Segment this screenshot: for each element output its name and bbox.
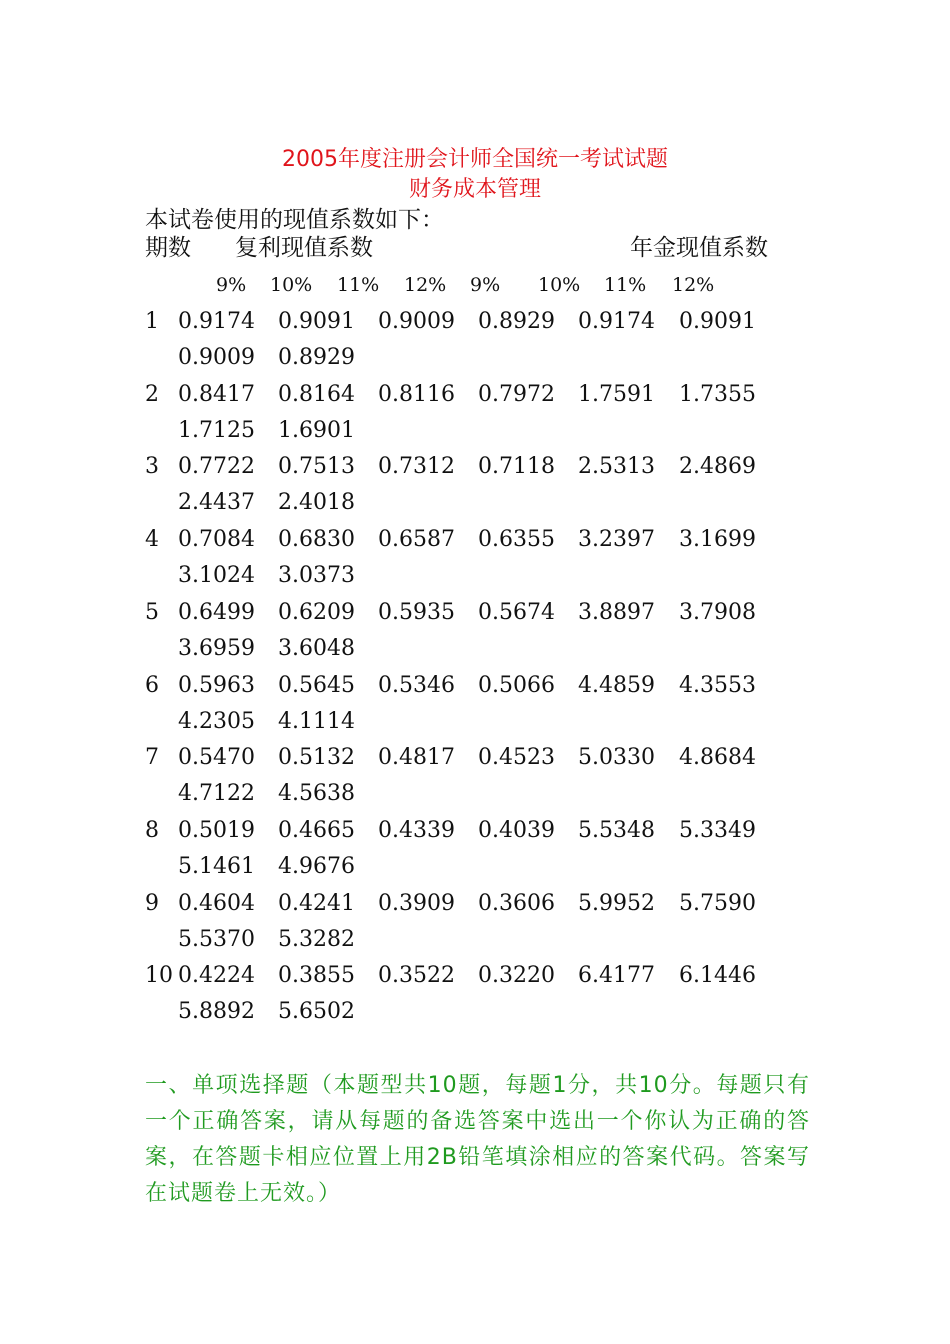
coefficient-value: 1.7591 bbox=[578, 381, 655, 407]
coefficient-value: 0.9091 bbox=[278, 309, 355, 334]
document-title: 2005年度注册会计师全国统一考试试题 bbox=[282, 147, 668, 172]
coefficient-value: 2.4869 bbox=[679, 454, 756, 480]
document-subtitle: 财务成本管理 bbox=[408, 177, 541, 202]
coefficient-value: 2.4018 bbox=[278, 490, 355, 516]
section-heading: 一、单项选择题（本题型共10题，每题1分，共10分。每题只有一个正确答案，请从每题的备选答案中选出一个你认为正确的答案，在答题卡相应位置上用2B铅笔填涂相应的答案代码。答案写在试题卷上无效。） bbox=[145, 1073, 810, 1206]
header-period: 期数 bbox=[145, 235, 191, 261]
coefficient-value: 0.3909 bbox=[378, 890, 455, 916]
coefficient-value: 4.3553 bbox=[679, 672, 756, 698]
coefficient-value: 0.9009 bbox=[178, 345, 255, 370]
coefficient-value: 0.5019 bbox=[178, 817, 255, 843]
period-number: 1 bbox=[145, 309, 159, 334]
coefficient-value: 0.5066 bbox=[478, 672, 555, 698]
coefficient-value: 0.4665 bbox=[278, 817, 355, 843]
coefficient-value: 0.9174 bbox=[578, 309, 655, 334]
rate-label: 12% bbox=[672, 274, 715, 296]
coefficient-value: 4.9676 bbox=[278, 853, 355, 879]
coefficient-value: 3.0373 bbox=[278, 563, 355, 589]
period-number: 6 bbox=[145, 672, 159, 698]
coefficient-value: 0.7084 bbox=[178, 527, 255, 553]
coefficient-value: 5.5348 bbox=[578, 817, 655, 843]
coefficient-value: 0.3855 bbox=[278, 963, 355, 989]
coefficient-value: 0.5674 bbox=[478, 599, 555, 625]
coefficient-value: 0.8116 bbox=[378, 381, 455, 407]
intro-text: 本试卷使用的现值系数如下： bbox=[145, 207, 444, 233]
coefficient-value: 0.8417 bbox=[178, 381, 255, 407]
coefficient-value: 5.7590 bbox=[679, 890, 756, 916]
coefficient-value: 0.8164 bbox=[278, 381, 355, 407]
coefficient-value: 6.4177 bbox=[578, 963, 655, 989]
coefficient-value: 3.7908 bbox=[679, 599, 756, 625]
coefficient-value: 5.9952 bbox=[578, 890, 655, 916]
coefficient-value: 2.4437 bbox=[178, 490, 255, 516]
coefficient-value: 0.3522 bbox=[378, 963, 455, 989]
rate-label: 9% bbox=[470, 274, 501, 296]
coefficient-value: 0.8929 bbox=[278, 345, 355, 370]
coefficient-value: 0.7312 bbox=[378, 454, 455, 480]
coefficient-value: 0.5132 bbox=[278, 745, 355, 771]
coefficient-value: 0.4039 bbox=[478, 817, 555, 843]
coefficient-value: 0.7118 bbox=[478, 454, 555, 480]
coefficient-value: 0.4817 bbox=[378, 745, 455, 771]
coefficient-value: 3.6048 bbox=[278, 635, 355, 661]
coefficient-value: 0.9174 bbox=[178, 309, 255, 334]
rate-label: 12% bbox=[404, 274, 447, 296]
rate-label: 9% bbox=[216, 274, 247, 296]
coefficient-value: 0.6830 bbox=[278, 527, 355, 553]
coefficient-value: 0.6587 bbox=[378, 527, 455, 553]
coefficient-value: 3.1024 bbox=[178, 563, 255, 589]
coefficient-value: 0.4523 bbox=[478, 745, 555, 771]
coefficient-value: 0.5963 bbox=[178, 672, 255, 698]
coefficient-value: 4.8684 bbox=[679, 745, 756, 771]
rate-label: 10% bbox=[538, 274, 581, 296]
rate-label: 11% bbox=[604, 274, 647, 296]
period-number: 2 bbox=[145, 381, 159, 407]
coefficient-value: 0.4241 bbox=[278, 890, 355, 916]
rate-label: 11% bbox=[337, 274, 380, 296]
coefficient-value: 0.6499 bbox=[178, 599, 255, 625]
period-number: 5 bbox=[145, 599, 159, 625]
coefficient-value: 4.1114 bbox=[278, 708, 355, 734]
coefficient-value: 0.4224 bbox=[178, 963, 255, 989]
coefficient-value: 0.9009 bbox=[378, 309, 455, 334]
period-number: 3 bbox=[145, 454, 159, 480]
coefficient-value: 0.7513 bbox=[278, 454, 355, 480]
coefficient-value: 5.8892 bbox=[178, 999, 255, 1025]
coefficient-value: 0.8929 bbox=[478, 309, 555, 334]
coefficient-value: 3.2397 bbox=[578, 527, 655, 553]
coefficient-value: 0.5935 bbox=[378, 599, 455, 625]
coefficient-value: 0.3606 bbox=[478, 890, 555, 916]
period-number: 4 bbox=[145, 527, 159, 553]
coefficient-value: 5.3349 bbox=[679, 817, 756, 843]
coefficient-value: 0.4604 bbox=[178, 890, 255, 916]
coefficient-value: 3.8897 bbox=[578, 599, 655, 625]
coefficient-value: 5.0330 bbox=[578, 745, 655, 771]
coefficient-value: 6.1446 bbox=[679, 963, 756, 989]
coefficient-value: 5.3282 bbox=[278, 926, 355, 952]
coefficient-value: 4.4859 bbox=[578, 672, 655, 698]
coefficient-value: 5.5370 bbox=[178, 926, 255, 952]
period-number: 10 bbox=[145, 963, 173, 989]
coefficient-value: 0.5346 bbox=[378, 672, 455, 698]
coefficient-value: 4.5638 bbox=[278, 781, 355, 807]
coefficient-value: 0.7972 bbox=[478, 381, 555, 407]
header-compound-pv: 复利现值系数 bbox=[235, 235, 373, 261]
coefficient-value: 5.1461 bbox=[178, 853, 255, 879]
coefficient-value: 3.6959 bbox=[178, 635, 255, 661]
coefficient-value: 1.7355 bbox=[679, 381, 756, 407]
coefficient-value: 0.6355 bbox=[478, 527, 555, 553]
header-annuity-pv: 年金现值系数 bbox=[630, 235, 768, 261]
coefficient-value: 0.7722 bbox=[178, 454, 255, 480]
coefficient-value: 2.5313 bbox=[578, 454, 655, 480]
coefficient-value: 4.7122 bbox=[178, 781, 255, 807]
coefficient-value: 3.1699 bbox=[679, 527, 756, 553]
period-number: 7 bbox=[145, 745, 159, 771]
period-number: 9 bbox=[145, 890, 159, 916]
coefficient-value: 0.9091 bbox=[679, 309, 756, 334]
coefficient-value: 0.5470 bbox=[178, 745, 255, 771]
coefficient-value: 0.4339 bbox=[378, 817, 455, 843]
coefficient-value: 0.3220 bbox=[478, 963, 555, 989]
coefficient-value: 0.5645 bbox=[278, 672, 355, 698]
coefficient-value: 5.6502 bbox=[278, 999, 355, 1025]
coefficient-value: 4.2305 bbox=[178, 708, 255, 734]
rate-label: 10% bbox=[270, 274, 313, 296]
coefficient-value: 1.7125 bbox=[178, 417, 255, 443]
coefficient-value: 0.6209 bbox=[278, 599, 355, 625]
period-number: 8 bbox=[145, 817, 159, 843]
coefficient-value: 1.6901 bbox=[278, 417, 355, 443]
